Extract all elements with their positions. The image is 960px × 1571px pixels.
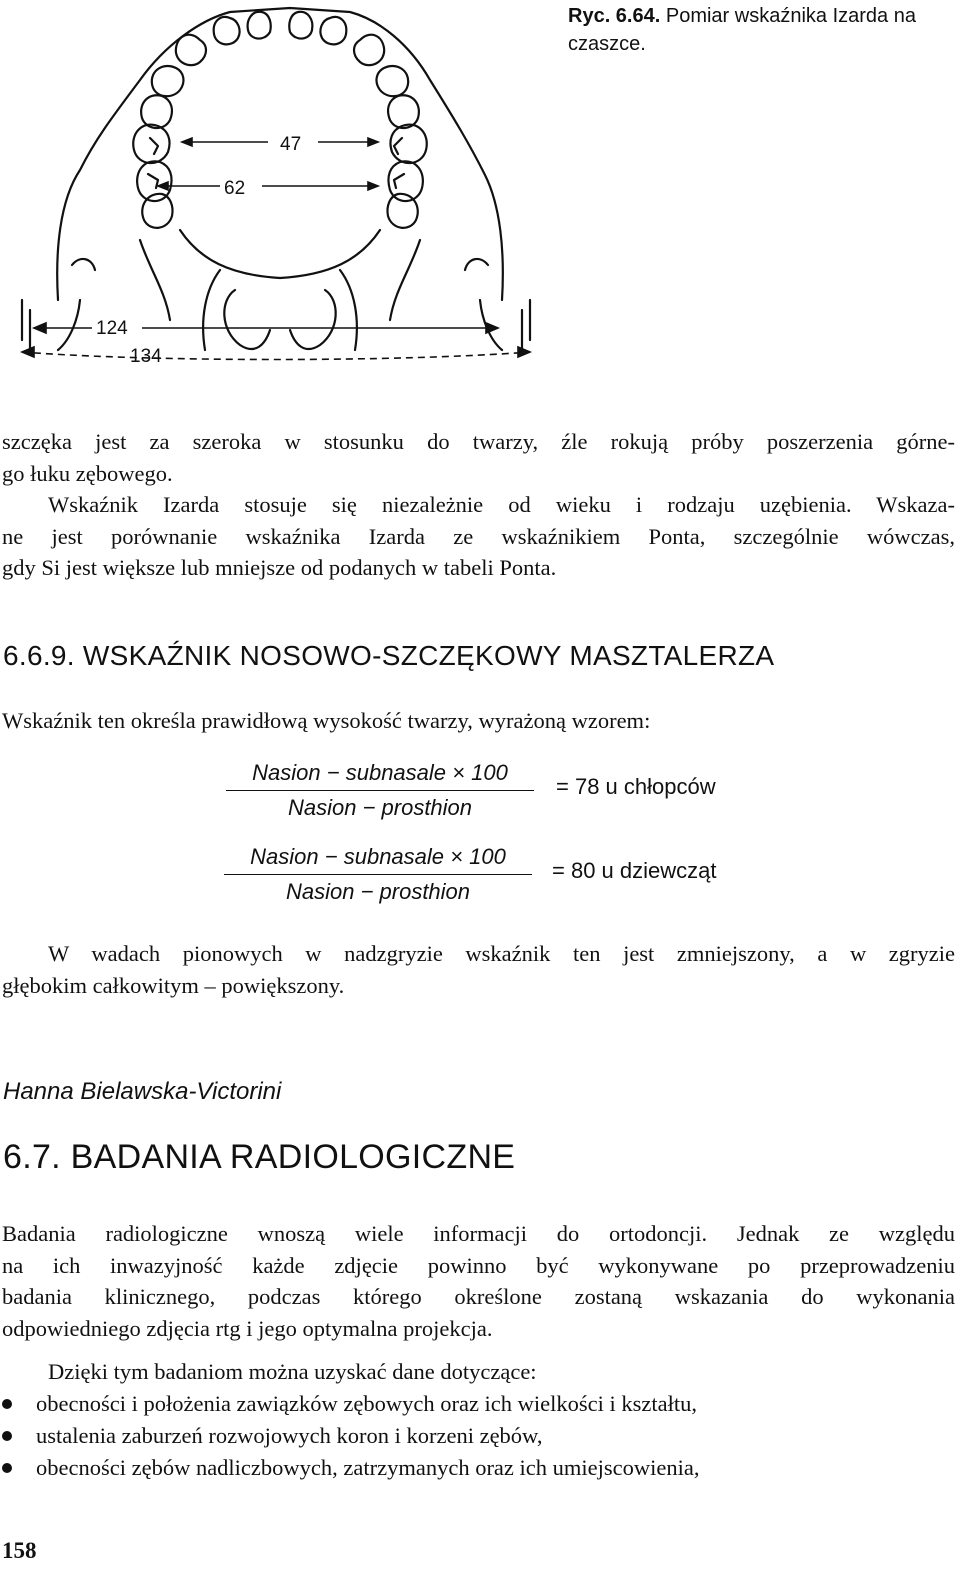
measure-124-label: 124 [96,318,128,339]
section-67-lead-text: Dzięki tym badaniom można uzyskać dane dotyczące: [48,1359,537,1384]
formula-2-numerator: Nasion − subnasale × 100 [224,844,532,875]
section-669-after-line-1: W wadach pionowych w nadzgryzie wskaźnik ten jest zmniejszony, a w zgryzie [48,941,955,966]
figure-caption [568,2,960,58]
formula-2-denominator: Nasion − prosthion [285,879,471,904]
author-name: Hanna Bielawska-Victorini [3,1078,282,1105]
section-67-line-1: Badania radiologiczne wnoszą wiele informacji do ortodoncji. Jednak ze względu [2,1221,955,1246]
formula-1 [226,760,534,821]
bullet-item-1-text: obecności i położenia zawiązków zębowych oraz ich wielkości i kształtu, [36,1391,698,1416]
intro-line-1: szczęka jest za szeroka w stosunku do twarzy, źle rokują próby poszerzenia górne- [2,429,955,454]
section-669-text [2,705,955,737]
skull-figure [0,0,560,395]
measure-62-label: 62 [224,178,246,199]
measure-134-label: 134 [130,346,162,367]
section-67-line-4: odpowiedniego zdjęcia rtg i jego optymalna projekcja. [2,1315,493,1341]
intro-line-4: ne jest porównanie wskaźnika Izarda ze wskaźnikiem Ponta, szczególnie wówczas, [2,523,955,549]
bullet-icon [2,1463,12,1473]
intro-paragraph [2,426,955,584]
section-669-after-line-2: głębokim całkowitym – powiększony. [2,972,345,998]
section-67-line-2: na ich inwazyjność każde zdjęcie powinno być wykonywane po przeprowadzeniu [2,1252,955,1278]
formula-1-numerator: Nasion − subnasale × 100 [226,760,534,791]
skull-illustration [0,0,560,395]
formula-2-result: = 80 u dziewcząt [552,858,717,883]
section-67-paragraph [2,1218,955,1344]
figure-caption-text: Pomiar wskaźnika Izarda na czaszce. [568,5,916,55]
bullet-item-3 [2,1452,699,1484]
section-669-intro: Wskaźnik ten określa prawidłową wysokość twarzy, wyrażoną wzorem: [2,708,651,733]
bullet-item-2-text: ustalenia zaburzeń rozwojowych koron i korzeni zębów, [36,1423,543,1448]
section-67-line-3: badania klinicznego, podczas którego określone zostaną wskazania do wykonania [2,1284,955,1309]
intro-line-2: go łuku zębowego. [2,460,173,486]
formula-1-denominator: Nasion − prosthion [287,795,473,820]
section-67-lead [48,1356,948,1388]
bullet-icon [2,1399,12,1409]
bullet-item-2 [2,1420,542,1452]
formula-1-result: = 78 u chłopców [556,774,716,799]
bullet-item-3-text: obecności zębów nadliczbowych, zatrzymanych oraz ich umiejscowienia, [36,1455,700,1480]
measure-47-label: 47 [280,134,302,155]
bullet-item-1 [2,1388,697,1420]
section-669-after [2,938,955,1001]
intro-line-5: gdy Si jest większe lub mniejsze od podanych w tabeli Ponta. [2,555,557,580]
section-669-heading: 6.6.9. WSKAŹNIK NOSOWO-SZCZĘKOWY MASZTALERZA [3,640,775,671]
bullet-icon [2,1431,12,1441]
formula-2 [224,844,532,905]
section-67-heading: 6.7. BADANIA RADIOLOGICZNE [3,1138,516,1176]
page-number: 158 [2,1538,37,1563]
figure-caption-label: Ryc. 6.64. [568,5,661,27]
intro-line-3: Wskaźnik Izarda stosuje się niezależnie od wieku i rodzaju uzębienia. Wskaza- [48,492,955,517]
